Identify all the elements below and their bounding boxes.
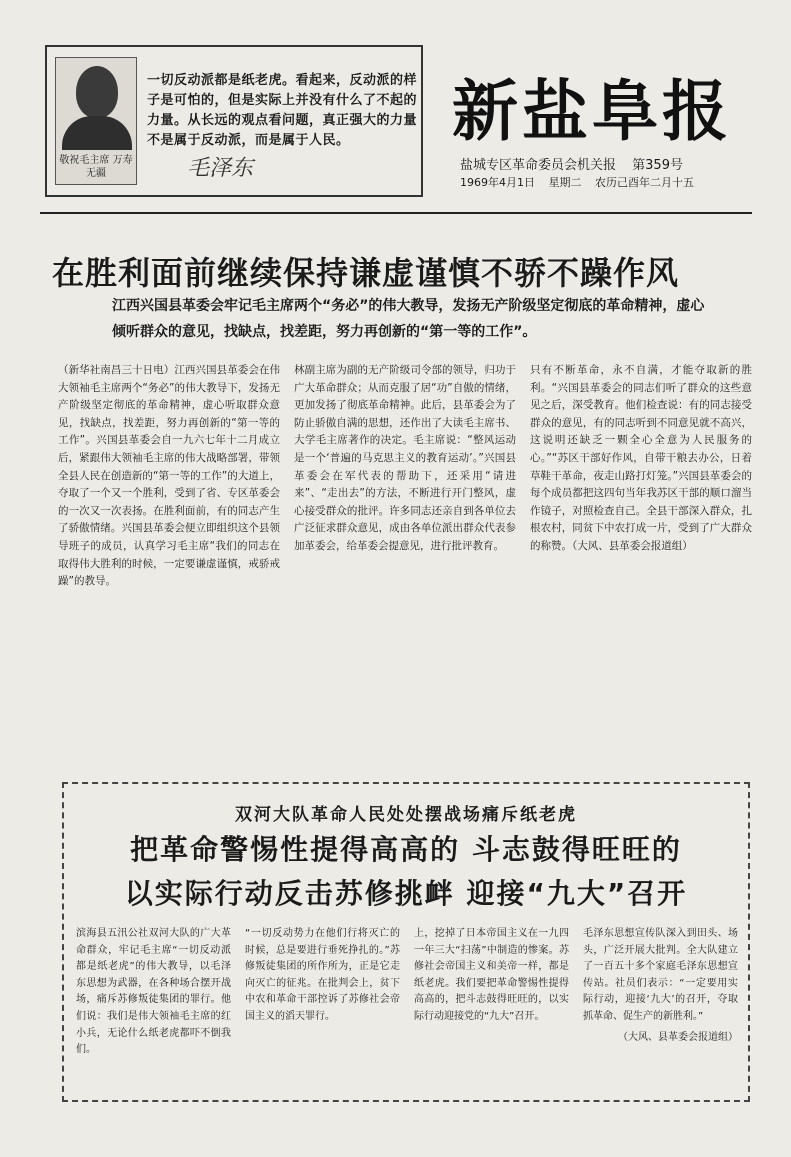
article2-column: “一切反动势力在他们行将灭亡的时候，总是要进行垂死挣扎的。”苏修叛徒集团的所作所为，正是它走向灭亡的征兆。在批判会上，贫下中农和革命干部控诉了苏修社会帝国主义的滔天罪行。 [245, 928, 400, 1022]
quotation-text: 一切反动派都是纸老虎。看起来，反动派的样子是可怕的，但是实际上并没有什么了不起的力量。从长远的观点看问题，真正强大的力量不是属于反动派，而是属于人民。 [147, 73, 418, 148]
portrait-caption: 敬祝毛主席 万寿无疆 [59, 155, 133, 179]
issue-date: 1969年4月1日 [460, 176, 535, 189]
article2-column-last [583, 926, 738, 1096]
article2-source: （大风、县革委会报道组） [618, 1031, 738, 1043]
article1-deck: 江西兴国县革委会牢记毛主席两个“务必”的伟大教导，发扬无产阶级坚定彻底的革命精神，虚心倾听群众的意见，找缺点，找差距，努力再创新的“第一等的工作”。 [112, 298, 705, 340]
publisher-line [460, 154, 770, 173]
article1-headline: 在胜利面前继续保持谦虚谨慎不骄不躁作风 [52, 254, 680, 292]
newspaper-title: 新盐阜报 [452, 73, 732, 150]
quotation-box [45, 45, 423, 197]
publisher-name: 盐城专区革命委员会机关报 [460, 158, 617, 173]
date-line [460, 174, 770, 190]
quotation-signature: 毛泽东 [187, 156, 254, 181]
article1-column: 林副主席为副的无产阶级司令部的领导，归功于广大革命群众；从而克服了居“功”自傲的情绪，更加发扬了彻底革命精神。此后，县革委会为了防止骄傲自满的思想，还作出了大读毛主席书、大学毛主席著作的决定。毛主席说：“整风运动是一个‘普遍的马克思主义的教育运动’。”兴国县革委会在军代表的帮助下，还采用“请进来”、“走出去”的方法，不断进行开门整风，虚心接受群众的批评。许多同志还亲自到各单位去广泛征求群众意见，成由各单位派出群众代表参加革委会，给革委会提意见，进行批评教育。 [294, 364, 516, 552]
portrait-body [62, 116, 132, 150]
article1-body [58, 362, 754, 766]
article2-kicker: 双河大队革命人民处处摆战场痛斥纸老虎 [235, 805, 577, 825]
article2-headline-line1: 把革命警惕性提得高高的 斗志鼓得旺旺的 [130, 833, 682, 866]
issue-number: 第359号 [632, 158, 683, 173]
masthead-rule [40, 212, 752, 214]
article2-column: 滨海县五汛公社双河大队的广大革命群众，牢记毛主席“一切反动派都是纸老虎”的伟大教导，以毛泽东思想为武器，在各种场合摆开战场，痛斥苏修叛徒集团的罪行。他们说：我们是伟大领袖毛主席的红小兵，无论什么纸老虎都吓不倒我们。 [76, 928, 231, 1056]
article1-column: （新华社南昌三十日电）江西兴国县革委会在伟大领袖毛主席两个“务必”的伟大教导下，发扬无产阶级坚定彻底的革命精神，虚心听取群众意见，找缺点，找差距，努力再创新的“第一等的工作”。兴国县革委会自一九六七年十二月成立后，紧跟伟大领袖毛主席的伟大战略部署，带领全县人民在创造新的“第一等的工作”的大道上，夺取了一个又一个胜利，受到了省、专区革委会的一次又一次表扬。在胜利面前，有的同志产生了骄傲情绪。兴国县革委会便立即组织这个县领导班子的成员，认真学习毛主席“我们的同志在取得伟大胜利的时候，一定要谦虚谨慎，戒骄戒躁”的教导。 [58, 364, 280, 588]
article2-box [62, 782, 750, 1102]
article2-headline-line2: 以实际行动反击苏修挑衅 迎接“九大”召开 [124, 877, 688, 910]
issue-weekday: 星期二 [548, 176, 582, 189]
article2-column-text: 毛泽东思想宣传队深入到田头、场头，广泛开展大批判。全大队建立了一百五十多个家庭毛泽东思想宣传站。社员们表示：“一定要用实际行动，迎接‘九大’的召开，夺取抓革命、促生产的新胜利。” [583, 928, 738, 1022]
article1-column: 只有不断革命，永不自满，才能夺取新的胜利。“兴国县革委会的同志们听了群众的这些意见之后，深受教育。他们检查说：有的同志接受群众的意见，有的同志听到不同意见就不高兴，这说明还缺乏一颗全心全意为人民服务的心。”“苏区干部好作风，自带干粮去办公，日着草鞋干革命，夜走山路打灯笼。”兴国县革委会的每个成员都把这四句当年我苏区干部的顺口溜当作镜子，对照检查自己。全县干部深入群众，扎根农村，同贫下中农打成一片，受到了广大群众的称赞。（大风、县革委会报道组） [530, 364, 752, 552]
portrait-head [76, 66, 118, 118]
article2-column: 上，挖掉了日本帝国主义在一九四一年三大“扫荡”中制造的惨案。苏修社会帝国主义和美帝一样，都是纸老虎。我们要把革命警惕性提得高高的，把斗志鼓得旺旺的，以实际行动迎接党的“九大”召开。 [414, 928, 569, 1022]
portrait-image [55, 57, 137, 185]
article2-body [76, 926, 740, 1096]
lunar-date: 农历己酉年二月十五 [595, 176, 694, 189]
